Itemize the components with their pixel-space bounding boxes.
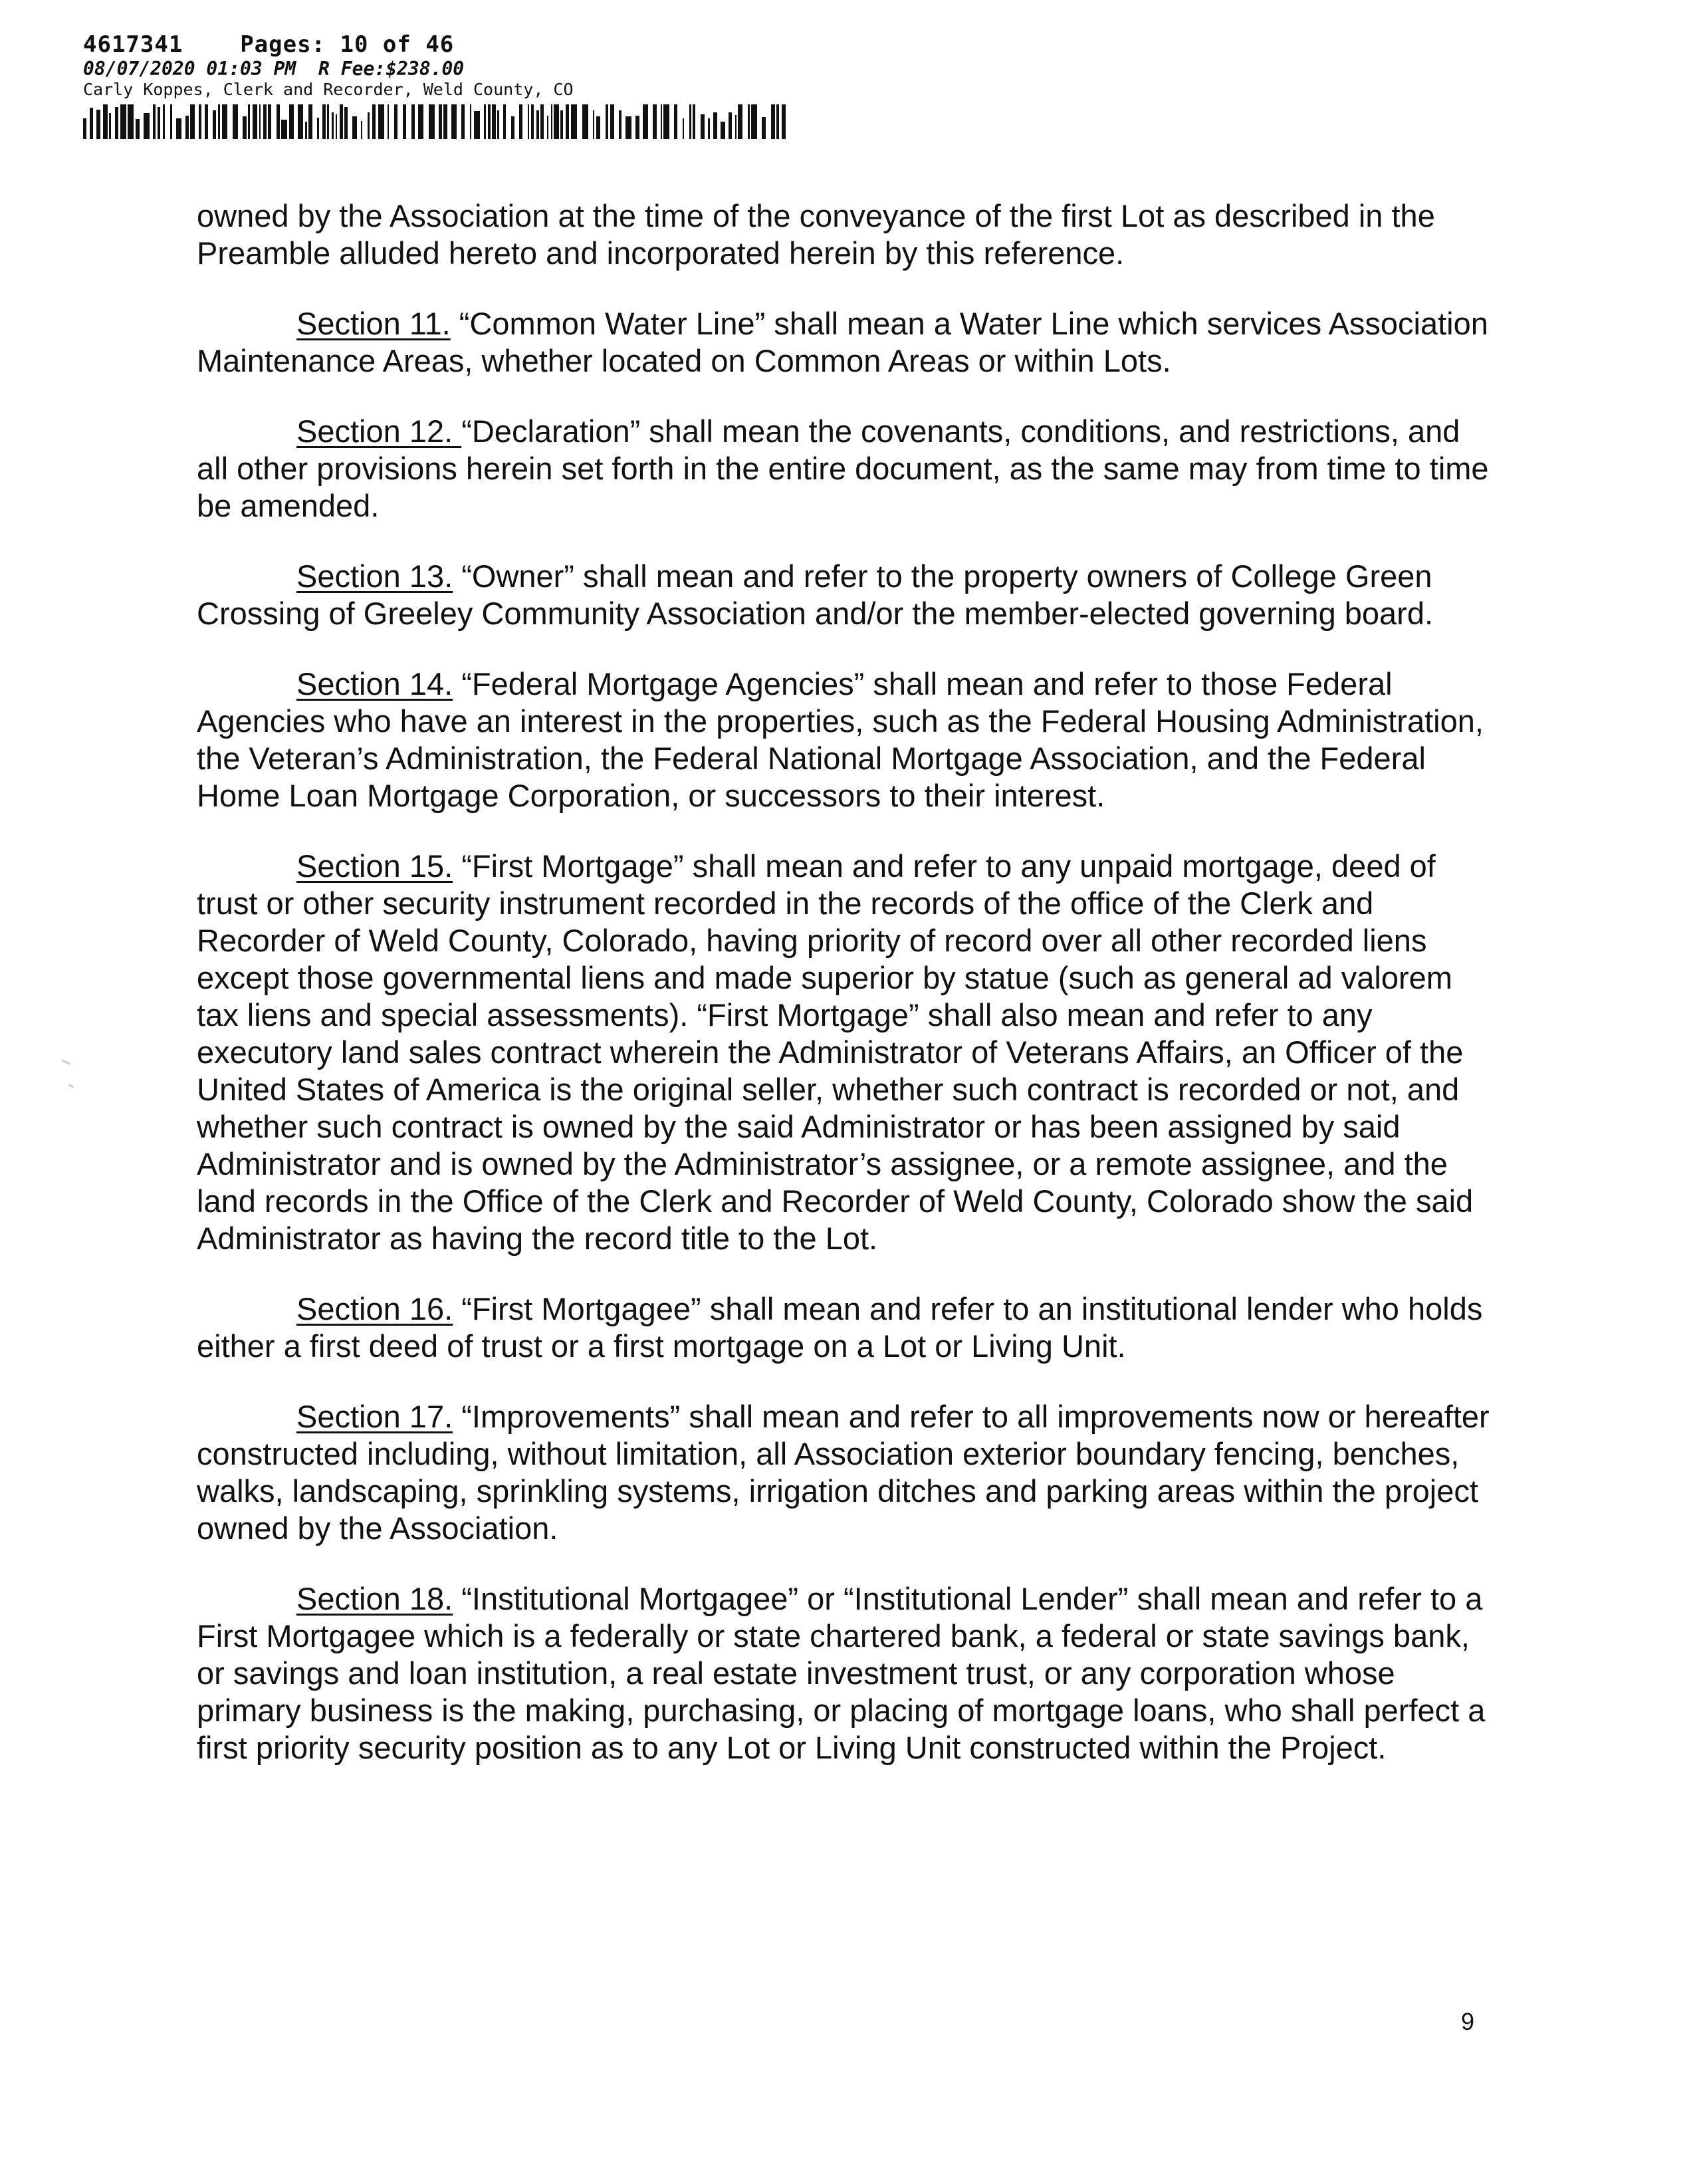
barcode-bar xyxy=(776,104,779,139)
barcode-bar xyxy=(305,122,307,139)
document-body xyxy=(197,197,1493,1800)
barcode-bar xyxy=(531,104,534,139)
barcode-bar xyxy=(153,104,156,139)
barcode-bar xyxy=(378,104,384,139)
barcode-bar xyxy=(610,104,614,139)
section-heading xyxy=(296,414,461,449)
barcode-bar xyxy=(554,104,559,139)
section-number: Section 13. xyxy=(296,558,453,594)
barcode-bar xyxy=(674,104,677,139)
barcode-bar xyxy=(263,104,267,139)
barcode-bar xyxy=(163,104,165,139)
barcode-bar xyxy=(344,107,348,139)
page-number: 9 xyxy=(1461,2008,1475,2035)
barcode-bar xyxy=(474,111,480,139)
barcode-bar xyxy=(277,104,280,139)
barcode-bar xyxy=(136,119,140,139)
barcode-bar xyxy=(635,116,639,139)
section-heading xyxy=(296,666,453,701)
section-text: “Federal Mortgage Agencies” shall mean and refer to those Federal Agencies who have an interest in the properties, such as the Federal Housing Administration, the Veteran’s Administration, the Federal National Mortgage Association, and the Federal Home Loan Mortgage Corporation, or successors to their interest. xyxy=(197,666,1484,813)
barcode-bar xyxy=(418,104,423,139)
barcode-bar xyxy=(566,104,569,139)
section-text: “Declaration” shall mean the covenants, conditions, and restrictions, and all other provisions herein set forth in the entire document, as the same may from time to time be amended. xyxy=(197,414,1489,523)
section-number: Section 11. xyxy=(296,306,451,341)
section-heading xyxy=(296,1399,453,1434)
section-paragraph xyxy=(197,1290,1493,1365)
reception-number: 4617341 xyxy=(83,31,183,58)
barcode-bar xyxy=(663,104,669,139)
barcode-bar xyxy=(199,104,201,139)
barcode-bar xyxy=(190,104,195,139)
barcode-bar xyxy=(771,104,775,139)
recording-date-time: 08/07/2020 01:03 PM xyxy=(83,58,296,80)
barcode-bar xyxy=(492,104,496,139)
recorder-name: Carly Koppes, Clerk and Recorder, Weld County, CO xyxy=(83,80,574,99)
barcode-bar xyxy=(259,104,261,139)
section-number: Section 12. xyxy=(296,414,462,449)
barcode-bar xyxy=(243,116,247,139)
scan-speck xyxy=(61,1059,70,1065)
section-heading xyxy=(296,1291,453,1326)
barcode-bar xyxy=(689,104,691,139)
barcode-bar xyxy=(683,118,684,139)
barcode-bar xyxy=(388,104,389,139)
barcode-bar xyxy=(547,116,548,139)
recording-stamp xyxy=(83,33,788,139)
section-number: Section 18. xyxy=(296,1581,453,1616)
barcode-bar xyxy=(762,117,766,139)
barcode-bar xyxy=(528,104,529,139)
barcode-bar xyxy=(560,110,563,139)
stamp-line-2 xyxy=(83,60,788,78)
barcode-bar xyxy=(497,110,499,139)
barcode-bar xyxy=(721,122,725,139)
barcode-bar xyxy=(322,104,326,139)
barcode-bar xyxy=(340,104,343,139)
barcode-bar xyxy=(222,104,227,139)
barcode-bar xyxy=(729,112,732,139)
section-number: Section 16. xyxy=(296,1291,453,1326)
barcode-bar xyxy=(368,112,370,139)
barcode-bar xyxy=(83,118,86,139)
section-text: “Common Water Line” shall mean a Water Line which services Association Maintenance Areas, whether located on Common Areas or within Lots. xyxy=(197,306,1488,378)
section-paragraph xyxy=(197,1580,1493,1766)
barcode-bar xyxy=(571,104,577,139)
pages-label: Pages: xyxy=(240,31,326,58)
section-heading xyxy=(296,306,451,341)
barcode-bar xyxy=(461,104,465,139)
barcode-bar xyxy=(693,104,695,139)
continuation-paragraph: owned by the Association at the time of the conveyance of the first Lot as described in the Preamble alluded hereto and incorporated herein by this reference. xyxy=(197,198,1435,271)
barcode-bar xyxy=(352,116,357,139)
scan-speck xyxy=(68,1084,74,1088)
barcode-bar xyxy=(109,113,111,139)
section-heading xyxy=(296,558,453,594)
barcode-bar xyxy=(336,114,337,139)
barcode-bar xyxy=(593,110,594,139)
section-text: “Improvements” shall mean and refer to all improvements now or hereafter constructed including, without limitation, all Association exterior boundary fencing, benches, walks, landscaping, sprinkling systems, irrigation ditches and parking areas within the project owned by the Association. xyxy=(197,1399,1490,1546)
section-text: “First Mortgage” shall mean and refer to any unpaid mortgage, deed of trust or other security instrument recorded in the records of the office of the Clerk and Recorder of Weld County, Colorado, having priority of record over all other recorded liens except those governmental liens and made superior by statue (such as general ad valorem tax liens and special assessments). “First Mortgage” shall also mean and refer to any executory land sales contract wherein the Administrator of Veterans Affairs, an Officer of the United States of America is the original seller, whether such contract is recorded or not, and whether such contract is owned by the said Administrator or has been assigned by said Administrator and is owned by the Administrator’s assignee, or a remote assignee, and the land records in the Office of the Clerk and Recorder of Weld County, Colorado show the said Administrator as having the record title to the Lot. xyxy=(197,848,1474,1256)
barcode-bar xyxy=(713,112,717,139)
barcode-bar xyxy=(625,116,631,139)
barcode-bar xyxy=(735,115,736,139)
section-number: Section 15. xyxy=(296,848,453,884)
barcode-bar xyxy=(653,104,657,139)
barcode-bar xyxy=(158,107,160,139)
section-paragraph xyxy=(197,305,1493,380)
recording-fee: R Fee:$238.00 xyxy=(318,58,465,80)
barcode-bar xyxy=(511,116,514,139)
barcode-bar xyxy=(519,104,522,139)
barcode-bar xyxy=(596,116,600,139)
barcode-bar xyxy=(484,104,486,139)
barcode-bar xyxy=(253,104,257,139)
barcode-bar xyxy=(643,104,648,139)
barcode-bar xyxy=(332,112,334,139)
barcode-bar xyxy=(128,104,134,139)
barcode-bar xyxy=(372,104,376,139)
barcode-bar xyxy=(213,110,216,139)
barcode-bar xyxy=(103,104,108,139)
barcode-bar xyxy=(308,104,312,139)
barcode-bar xyxy=(268,104,271,139)
barcode-bar xyxy=(582,104,588,139)
barcode-bar xyxy=(96,110,100,139)
section-paragraph xyxy=(197,1398,1493,1547)
stamp-line-1 xyxy=(83,33,788,56)
barcode-bar xyxy=(411,104,415,139)
barcode-bar xyxy=(551,104,552,139)
section-paragraph xyxy=(197,558,1493,632)
barcode-bar xyxy=(394,104,397,139)
definition-sections xyxy=(197,305,1493,1766)
section-paragraph xyxy=(197,413,1493,525)
barcode-bar xyxy=(361,121,362,139)
barcode-bar xyxy=(233,104,238,139)
barcode-bar xyxy=(606,104,608,139)
barcode-bar xyxy=(289,104,294,139)
barcode-bar xyxy=(540,104,544,139)
barcode-bar xyxy=(90,108,93,139)
barcode-bar xyxy=(429,104,435,139)
barcode-bar xyxy=(218,104,220,139)
barcode-bar xyxy=(782,104,786,139)
section-text: “Institutional Mortgagee” or “Institutional Lender” shall mean and refer to a First Mortgagee which is a federally or state chartered bank, a federal or state savings bank, or savings and loan institution, a real estate investment trust, or any corporation whose primary business is the making, purchasing, or placing of mortgage loans, who shall perfect a first priority security position as to any Lot or Living Unit constructed within the Project. xyxy=(197,1581,1486,1765)
barcode-bar xyxy=(488,104,491,139)
barcode-bar xyxy=(661,104,662,139)
barcode-bar xyxy=(701,114,705,139)
barcode-bar xyxy=(281,120,287,139)
pages-value: 10 of 46 xyxy=(340,31,455,58)
barcode-bar xyxy=(751,104,757,139)
section-number: Section 17. xyxy=(296,1399,453,1434)
barcode-bar xyxy=(185,116,189,139)
barcode-bar xyxy=(176,118,181,139)
barcode-bar xyxy=(536,110,539,139)
barcode-bar xyxy=(115,107,118,139)
barcode-bar xyxy=(738,104,742,139)
barcode-graphic xyxy=(83,104,788,139)
barcode-bar xyxy=(170,104,172,139)
barcode-bar xyxy=(708,118,710,139)
barcode-bar xyxy=(120,104,126,139)
barcode-bar xyxy=(470,104,471,139)
section-text: “First Mortgagee” shall mean and refer to an institutional lender who holds either a first deed of trust or a first mortgage on a Lot or Living Unit. xyxy=(197,1291,1483,1364)
barcode-bar xyxy=(403,104,406,139)
section-text: “Owner” shall mean and refer to the property owners of College Green Crossing of Greeley Community Association and/or the member-elected governing board. xyxy=(197,558,1434,631)
barcode-bar xyxy=(439,104,442,139)
barcode-bar xyxy=(327,104,329,139)
barcode-bar xyxy=(205,104,208,139)
barcode-bar xyxy=(748,104,750,139)
barcode-bar xyxy=(298,104,303,139)
section-paragraph xyxy=(197,848,1493,1257)
section-paragraph xyxy=(197,666,1493,814)
barcode-bar xyxy=(451,104,457,139)
barcode-bar xyxy=(443,104,447,139)
barcode-bar xyxy=(248,104,250,139)
barcode-bar xyxy=(503,104,506,139)
barcode-bar xyxy=(144,113,150,139)
section-heading xyxy=(296,1581,453,1616)
section-number: Section 14. xyxy=(296,666,453,701)
barcode-bar xyxy=(619,110,621,139)
section-heading xyxy=(296,848,453,884)
barcode-bar xyxy=(317,118,319,139)
